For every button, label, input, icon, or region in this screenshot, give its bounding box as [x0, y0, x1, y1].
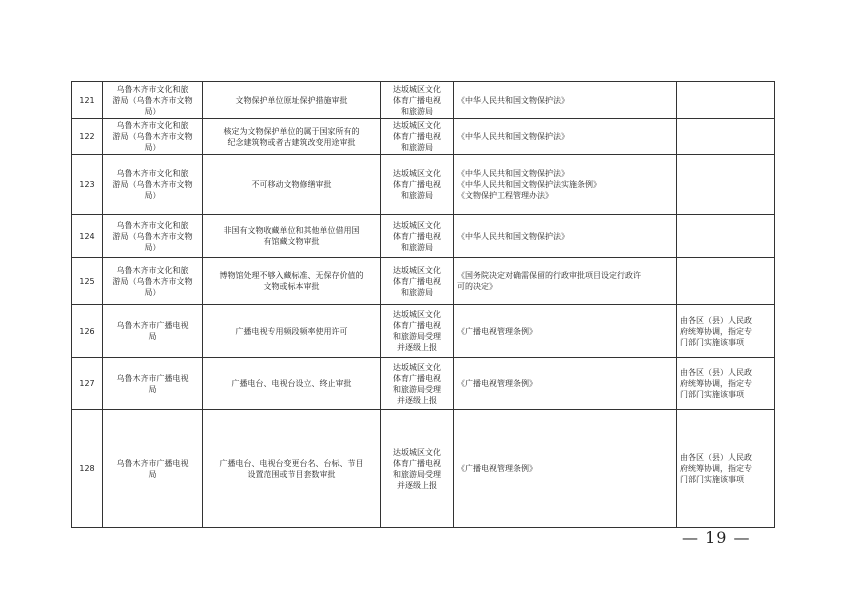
- note-cell: [677, 155, 775, 215]
- row-number: 123: [72, 155, 103, 215]
- unit-text: 达坂城区文化 体育广播电视 和旅游局受理 并逐级上报: [393, 447, 441, 490]
- department-text: 乌鲁木齐市文化和旅 游局（乌鲁木齐市文物 局）: [112, 220, 193, 252]
- item-text: 广播电台、电视台变更台名、台标、节目 设置范围或节目套数审批: [219, 458, 364, 479]
- table-row: [72, 119, 775, 155]
- table-row: [72, 358, 775, 410]
- row-number: 125: [72, 258, 103, 305]
- item-cell: [203, 119, 381, 155]
- table-row: [72, 258, 775, 305]
- department-cell: [103, 358, 203, 410]
- table-row: [72, 305, 775, 358]
- item-text: 广播电台、电视台设立、终止审批: [231, 379, 352, 388]
- unit-text: 达坂城区文化 体育广播电视 和旅游局: [393, 121, 441, 152]
- department-cell: [103, 215, 203, 258]
- department-text: 乌鲁木齐市文化和旅 游局（乌鲁木齐市文物 局）: [112, 84, 193, 116]
- basis-cell: [454, 82, 677, 119]
- unit-text: 达坂城区文化 体育广播电视 和旅游局: [393, 220, 441, 252]
- basis-text: 《广播电视管理条例》: [457, 464, 537, 473]
- row-number: 126: [72, 305, 103, 358]
- item-text: 不可移动文物修缮审批: [251, 180, 332, 189]
- item-text: 非国有文物收藏单位和其他单位借用国 有馆藏文物审批: [223, 226, 360, 246]
- basis-cell: [454, 155, 677, 215]
- item-cell: [203, 215, 381, 258]
- department-text: 乌鲁木齐市广播电视 局: [116, 458, 189, 479]
- basis-cell: [454, 305, 677, 358]
- unit-cell: [381, 119, 454, 155]
- page-number: — 19 —: [682, 528, 751, 547]
- basis-cell: [454, 410, 677, 528]
- department-text: 乌鲁木齐市广播电视 局: [116, 373, 189, 394]
- row-number: 124: [72, 215, 103, 258]
- note-cell: [677, 82, 775, 119]
- note-cell: [677, 358, 775, 410]
- department-cell: [103, 305, 203, 358]
- unit-text: 达坂城区文化 体育广播电视 和旅游局: [393, 169, 441, 200]
- basis-text: 《中华人民共和国文物保护法》: [457, 95, 569, 105]
- table-row: [72, 155, 775, 215]
- table-row: [72, 215, 775, 258]
- row-number: 128: [72, 410, 103, 528]
- note-cell: [677, 305, 775, 358]
- department-cell: [103, 82, 203, 119]
- row-number: 127: [72, 358, 103, 410]
- note-text: 由各区（县）人民政 府统筹协调，指定专 门部门实施该事项: [680, 453, 752, 484]
- basis-text: 《中华人民共和国文物保护法》 《中华人民共和国文物保护法实施条例》 《文物保护工程管理办法》: [457, 169, 601, 200]
- item-text: 广播电视专用频段频率使用许可: [235, 326, 348, 336]
- unit-text: 达坂城区文化 体育广播电视 和旅游局受理 并逐级上报: [393, 310, 441, 352]
- basis-cell: [454, 358, 677, 410]
- item-cell: [203, 305, 381, 358]
- unit-cell: [381, 358, 454, 410]
- basis-text: 《广播电视管理条例》: [457, 326, 537, 336]
- unit-text: 达坂城区文化 体育广播电视 和旅游局: [393, 84, 441, 116]
- department-cell: [103, 258, 203, 305]
- department-cell: [103, 155, 203, 215]
- department-text: 乌鲁木齐市文化和旅 游局（乌鲁木齐市文物 局）: [112, 169, 193, 200]
- department-cell: [103, 119, 203, 155]
- row-number: 121: [72, 82, 103, 119]
- unit-cell: [381, 305, 454, 358]
- basis-text: 《中华人民共和国文物保护法》: [457, 132, 569, 141]
- basis-cell: [454, 258, 677, 305]
- unit-cell: [381, 258, 454, 305]
- department-cell: [103, 410, 203, 528]
- item-cell: [203, 82, 381, 119]
- item-cell: [203, 410, 381, 528]
- note-cell: [677, 119, 775, 155]
- unit-cell: [381, 215, 454, 258]
- department-text: 乌鲁木齐市文化和旅 游局（乌鲁木齐市文物 局）: [112, 265, 193, 297]
- item-cell: [203, 358, 381, 410]
- item-cell: [203, 258, 381, 305]
- note-text: 由各区（县）人民政 府统筹协调，指定专 门部门实施该事项: [680, 315, 752, 347]
- basis-text: 《中华人民共和国文物保护法》: [457, 231, 569, 241]
- unit-cell: [381, 410, 454, 528]
- note-cell: [677, 258, 775, 305]
- department-text: 乌鲁木齐市文化和旅 游局（乌鲁木齐市文物 局）: [112, 121, 193, 152]
- department-text: 乌鲁木齐市广播电视 局: [116, 321, 189, 341]
- unit-text: 达坂城区文化 体育广播电视 和旅游局受理 并逐级上报: [393, 362, 441, 405]
- row-number: 122: [72, 119, 103, 155]
- unit-cell: [381, 155, 454, 215]
- item-text: 核定为文物保护单位的属于国家所有的 纪念建筑物或者古建筑改变用途审批: [223, 126, 360, 147]
- note-text: 由各区（县）人民政 府统筹协调，指定专 门部门实施该事项: [680, 368, 752, 399]
- item-text: 博物馆处理不够入藏标准、无保存价值的 文物或标本审批: [219, 271, 364, 291]
- basis-cell: [454, 119, 677, 155]
- unit-text: 达坂城区文化 体育广播电视 和旅游局: [393, 265, 441, 297]
- item-cell: [203, 155, 381, 215]
- table-row: [72, 410, 775, 528]
- basis-text: 《国务院决定对确需保留的行政审批项目设定行政许 可的决定》: [457, 271, 641, 291]
- item-text: 文物保护单位原址保护措施审批: [235, 95, 348, 105]
- basis-text: 《广播电视管理条例》: [457, 379, 537, 388]
- note-cell: [677, 410, 775, 528]
- note-cell: [677, 215, 775, 258]
- unit-cell: [381, 82, 454, 119]
- approval-items-table: [71, 81, 775, 528]
- table-row: [72, 82, 775, 119]
- basis-cell: [454, 215, 677, 258]
